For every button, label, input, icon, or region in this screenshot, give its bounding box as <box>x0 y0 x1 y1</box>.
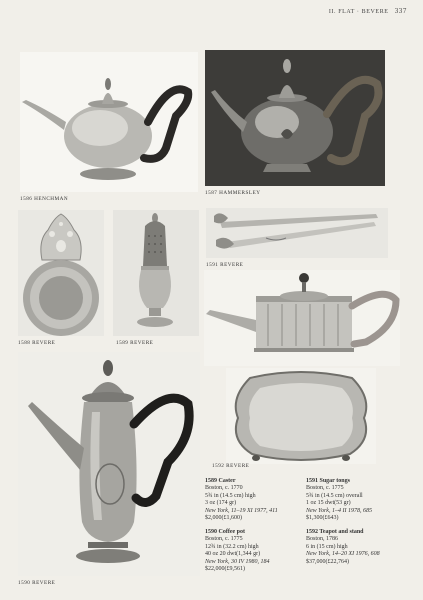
entry-1590-title: 1590 Coffee pot <box>205 529 245 535</box>
entry-1589-price: $2,000(£1,600) <box>205 515 242 522</box>
running-head <box>0 7 407 15</box>
entry-1591-line: 1 oz 15 dwt(53 gr) <box>306 500 351 507</box>
entry-1590 <box>205 529 270 573</box>
entry-1589 <box>205 478 278 522</box>
photo-1590-coffee-pot <box>18 352 200 576</box>
photo-1592-stand <box>226 368 376 464</box>
photo-1592-teapot <box>204 270 400 366</box>
entry-1591-title: 1591 Sugar tongs <box>306 478 350 484</box>
entry-1589-line: Boston, c. 1770 <box>205 485 243 492</box>
running-head-text: II. FLAT · BEVERE <box>328 9 389 15</box>
photo-1591-sugar-tongs <box>206 208 388 258</box>
caption-1587: 1587 HAMMERSLEY <box>205 190 261 196</box>
photo-1587-teapot <box>205 50 385 186</box>
entry-1589-ref: New York, 11–19 XI 1977, 411 <box>205 507 278 514</box>
entry-1590-line: 40 oz 20 dwt(1,344 gr) <box>205 551 261 558</box>
caption-1591: 1591 REVERE <box>206 262 244 268</box>
caption-1590: 1590 REVERE <box>18 580 56 586</box>
photo-1586-teapot <box>20 52 198 192</box>
entry-1592-ref: New York, 14–20 XI 1976, 608 <box>306 551 380 558</box>
caption-1592: 1592 REVERE <box>212 463 250 469</box>
entry-1591-price: $1,300(£643) <box>306 515 339 522</box>
caption-1588: 1588 REVERE <box>18 340 56 346</box>
entry-1591-line: Boston, c. 1775 <box>306 485 344 492</box>
entry-1591-line: 5¾ in (14.5 cm) overall <box>306 492 363 499</box>
entry-1589-title: 1589 Caster <box>205 478 236 484</box>
photo-1589-caster <box>113 210 199 336</box>
entry-1590-line: 12¾ in (32.2 cm) high <box>205 543 259 550</box>
entry-1589-line: 5¾ in (14.5 cm) high <box>205 492 256 499</box>
entry-1590-price: $22,000(£9,561) <box>205 566 245 573</box>
entry-1590-ref: New York, 30 IV 1980, 184 <box>205 558 270 565</box>
entry-1589-line: 3 oz (174 gr) <box>205 500 237 507</box>
caption-1589: 1589 REVERE <box>116 340 154 346</box>
photo-1588-porringer <box>18 210 104 336</box>
caption-1586: 1586 HENCHMAN <box>20 196 69 202</box>
entry-1591-ref: New York, 1–4 II 1978, 685 <box>306 507 372 514</box>
entry-1592-line: Boston, 1786 <box>306 536 339 543</box>
page-number: 337 <box>394 7 407 15</box>
entry-1592 <box>306 529 380 566</box>
entry-1592-title: 1592 Teapot and stand <box>306 529 364 535</box>
entry-1590-line: Boston, c. 1775 <box>205 536 243 543</box>
entry-1592-price: $37,000(£22,764) <box>306 558 349 565</box>
entry-1591 <box>306 478 372 522</box>
entry-1592-line: 6 in (15 cm) high <box>306 543 348 550</box>
